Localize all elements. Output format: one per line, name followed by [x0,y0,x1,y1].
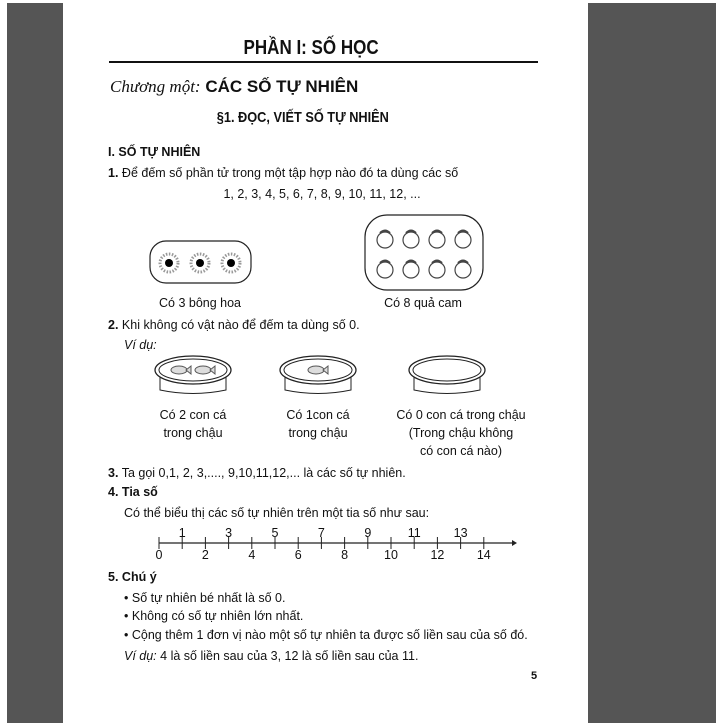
orange-icon [377,231,393,249]
note-bullet-2: • Không có số tự nhiên lớn nhất. [124,609,304,623]
tick-label: 12 [430,548,445,562]
page-number: 5 [531,670,538,682]
flower-icon [160,254,178,272]
flower-icon [222,254,240,272]
chapter-title: CÁC SỐ TỰ NHIÊN [205,77,359,96]
chapter-prefix: Chương một: [110,77,201,96]
tick-label: 7 [317,526,325,540]
tick-label: 4 [248,548,256,562]
flower-icon [191,254,209,272]
fish-bowl-icon [409,356,485,394]
fish-bowl-icon [155,356,231,394]
orange-icon [429,231,445,249]
orange-icon [403,261,419,279]
item4-num: 4. [108,485,119,499]
part-title: PHẦN I: SỐ HỌC [243,37,379,59]
orange-icon [429,261,445,279]
item5-example-text: 4 là số liền sau của 3, 12 là số liền sau của 11. [156,649,419,663]
item1-text: Để đếm số phần tử trong một tập hợp nào đó ta dùng các số [121,166,459,180]
orange-icon [455,261,471,279]
item4-title: Tia số [121,485,158,499]
note-bullet-1: • Số tự nhiên bé nhất là số 0. [124,591,286,605]
flowers-caption: Có 3 bông hoa [158,296,242,310]
item5-title: Chú ý [121,570,157,584]
fish-bowl-icon [280,356,356,394]
tick-label: 9 [364,526,372,540]
oranges-box [365,215,483,290]
item4-text: Có thể biểu thị các số tự nhiên trên một tia số như sau: [124,506,430,520]
tick-label: 13 [453,526,468,540]
item2-text: Khi không có vật nào để đếm ta dùng số 0. [121,318,360,332]
bowl-caption-1: Có 2 con cá trong chậu [159,408,227,440]
item1-num: 1. [108,166,119,180]
oranges-caption: Có 8 quả cam [384,296,462,310]
item5-num: 5. [108,570,119,584]
orange-icon [377,261,393,279]
tick-label: 6 [294,548,302,562]
item3-text: Ta gọi 0,1, 2, 3,...., 9,10,11,12,... là các số tự nhiên. [121,466,406,480]
tick-label: 1 [178,526,186,540]
item2-example: Ví dụ: [124,338,157,352]
bowl-caption-2: Có 1con cá trong chậu [286,408,350,440]
arrow-icon [512,540,517,546]
note-bullet-3: • Cộng thêm 1 đơn vị nào một số tự nhiên ta được số liền sau của số đó. [124,628,528,642]
heading-1: I. SỐ TỰ NHIÊN [108,145,201,159]
section-title: §1. ĐỌC, VIẾT SỐ TỰ NHIÊN [216,109,389,126]
number-sequence: 1, 2, 3, 4, 5, 6, 7, 8, 9, 10, 11, 12, ... [223,187,421,201]
tick-label: 11 [407,526,421,540]
tick-label: 14 [476,548,491,562]
item3-num: 3. [108,466,119,480]
orange-icon [403,231,419,249]
item2-num: 2. [108,318,119,332]
bowl-caption-3: Có 0 con cá trong chậu (Trong chậu không có con cá nào) [396,408,526,458]
tick-label: 5 [271,526,279,540]
tick-label: 10 [384,548,398,562]
tick-label: 0 [155,548,163,562]
tick-label: 2 [201,548,209,562]
tick-label: 3 [225,526,233,540]
item5-example-label: Ví dụ: [124,649,157,663]
orange-icon [455,231,471,249]
tick-label: 8 [341,548,349,562]
